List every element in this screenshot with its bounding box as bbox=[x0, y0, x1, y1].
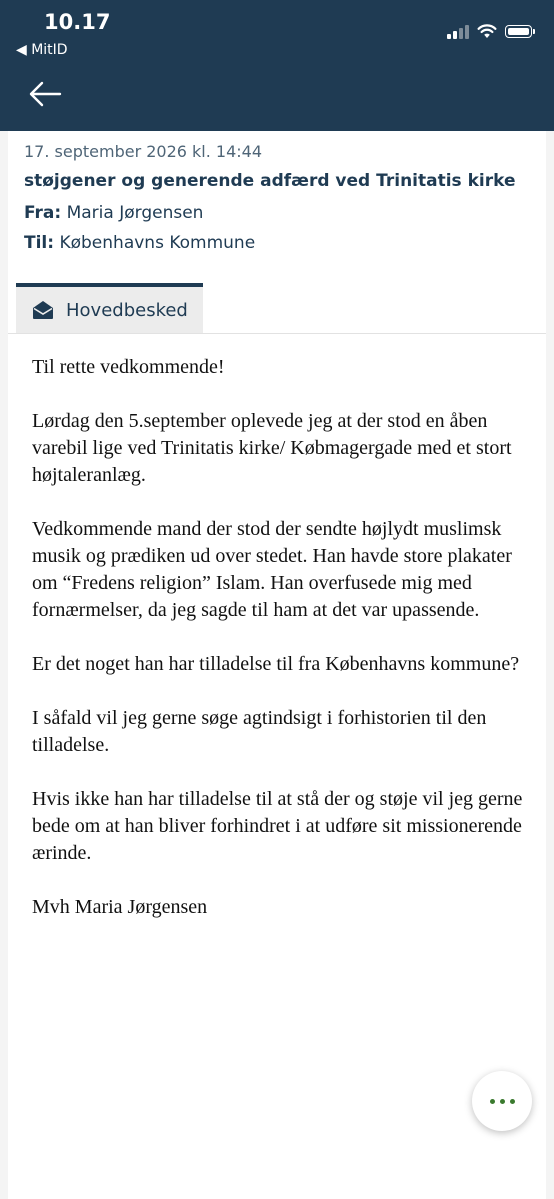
more-dots-icon bbox=[490, 1099, 495, 1104]
tab-main-message[interactable] bbox=[16, 283, 203, 333]
body-paragraph: Er det noget han har tilladelse til fra Københavns kommune? bbox=[32, 653, 520, 675]
body-paragraph: Lørdag den 5.september oplevede jeg at der stod en åben varebil lige ved Trinitatis kirke/ Købmagergade med et stort højtaleranlæg. bbox=[32, 410, 512, 486]
body-paragraph: Mvh Maria Jørgensen bbox=[32, 896, 208, 918]
body-paragraph: Hvis ikke han har tilladelse til at stå der og støje vil jeg gerne bede om at han bliver forhindret i at udføre sit missionerende ærinde. bbox=[32, 788, 523, 864]
wifi-icon bbox=[477, 24, 497, 39]
message-subject: støjgener og generende adfærd ved Trinitatis kirke bbox=[24, 171, 516, 191]
more-actions-button[interactable] bbox=[472, 1071, 532, 1131]
envelope-open-icon bbox=[32, 300, 54, 320]
message-date: 17. september 2026 kl. 14:44 bbox=[24, 142, 263, 161]
back-to-app-link[interactable]: ◀ MitID bbox=[16, 42, 68, 58]
from-value: Maria Jørgensen bbox=[66, 203, 204, 223]
message-sheet bbox=[8, 131, 546, 1199]
from-row bbox=[24, 203, 203, 223]
to-row bbox=[24, 233, 255, 253]
status-icons bbox=[447, 24, 532, 39]
tab-bar bbox=[8, 283, 546, 334]
signal-icon bbox=[447, 25, 469, 39]
battery-icon bbox=[505, 25, 532, 38]
status-time: 10.17 bbox=[44, 10, 111, 34]
from-label: Fra: bbox=[24, 203, 62, 223]
to-value: Københavns Kommune bbox=[59, 233, 256, 253]
to-label: Til: bbox=[24, 233, 55, 253]
back-arrow-icon[interactable] bbox=[28, 80, 62, 108]
body-paragraph: I såfald vil jeg gerne søge agtindsigt i forhistorien til den tilladelse. bbox=[32, 707, 487, 756]
body-paragraph: Vedkommende mand der stod der sendte højlydt muslimsk musik og prædiken ud over stedet. Han havde store plakater om “Fredens religion” Islam. Han overfusede mig med fornærmelser, da jeg sagde til ham at det var upassende. bbox=[32, 518, 512, 621]
top-bar bbox=[0, 0, 554, 131]
message-body bbox=[32, 354, 532, 948]
tab-label: Hovedbesked bbox=[66, 299, 188, 321]
body-paragraph: Til rette vedkommende! bbox=[32, 356, 225, 378]
